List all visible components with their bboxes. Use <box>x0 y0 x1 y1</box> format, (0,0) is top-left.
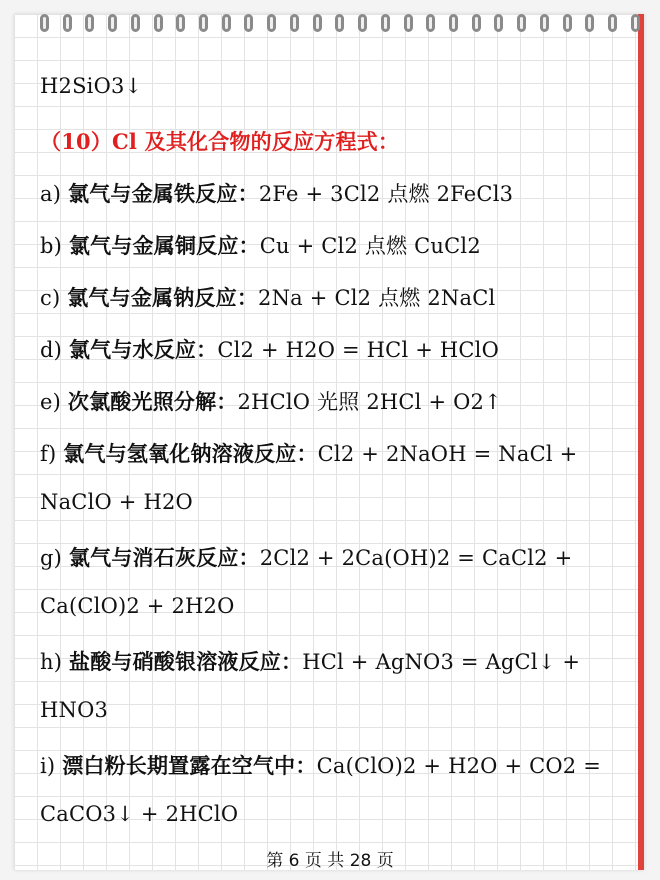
ring-icon <box>108 14 117 32</box>
spiral-binding <box>40 14 640 36</box>
ring-icon <box>517 14 526 32</box>
equation-continuation <box>40 490 193 514</box>
equation: Ca(ClO)2 + 2H2O <box>40 594 235 618</box>
equation: Cl2 + H2O = HCl + HClO <box>217 338 500 362</box>
section-heading <box>40 126 399 156</box>
item-marker: g) <box>40 546 69 570</box>
text-line <box>40 74 142 98</box>
ring-icon <box>540 14 549 32</box>
equation: 2Na + Cl2 点燃 2NaCl <box>258 286 496 310</box>
reaction-label: 氯气与金属钠反应： <box>67 286 259 310</box>
ring-icon <box>404 14 413 32</box>
ring-icon <box>244 14 253 32</box>
ring-icon <box>449 14 458 32</box>
ring-icon <box>494 14 503 32</box>
formula: H2SiO3↓ <box>40 74 143 98</box>
ring-icon <box>199 14 208 32</box>
equation-line <box>40 334 499 364</box>
equation-line <box>40 646 580 676</box>
ring-icon <box>563 14 572 32</box>
ring-icon <box>608 14 617 32</box>
reaction-label: 氯气与消石灰反应： <box>68 546 260 570</box>
reaction-label: 漂白粉长期置露在空气中： <box>62 754 317 778</box>
equation: 2Fe + 3Cl2 点燃 2FeCl3 <box>258 182 514 206</box>
heading-number: （10）Cl <box>40 129 145 154</box>
item-marker: b) <box>40 234 69 258</box>
equation-line <box>40 178 513 208</box>
item-marker: f) <box>40 442 64 466</box>
ring-icon <box>335 14 344 32</box>
equation-continuation <box>40 698 108 722</box>
ring-icon <box>426 14 435 32</box>
item-marker: h) <box>40 650 69 674</box>
equation: NaClO + H2O <box>40 490 193 514</box>
equation: HCl + AgNO3 = AgCl↓ + <box>302 650 581 674</box>
item-marker: e) <box>40 390 68 414</box>
heading-label: 及其化合物的反应方程式： <box>144 130 400 154</box>
ring-icon <box>472 14 481 32</box>
ring-icon <box>267 14 276 32</box>
ring-icon <box>154 14 163 32</box>
ring-icon <box>222 14 231 32</box>
equation-line <box>40 282 495 312</box>
equation: HNO3 <box>40 698 109 722</box>
item-marker: i) <box>40 754 63 778</box>
ring-icon <box>290 14 299 32</box>
ring-icon <box>585 14 594 32</box>
ring-icon <box>131 14 140 32</box>
equation-line <box>40 386 502 416</box>
ring-icon <box>313 14 322 32</box>
equation-line <box>40 750 601 780</box>
equation: Ca(ClO)2 + H2O + CO2 = <box>316 754 602 778</box>
ring-icon <box>63 14 72 32</box>
equation-line <box>40 542 572 572</box>
reaction-label: 氯气与金属铁反应： <box>68 182 259 206</box>
ring-icon <box>358 14 367 32</box>
ring-icon <box>85 14 94 32</box>
equation-line <box>40 230 481 260</box>
item-marker: d) <box>40 338 69 362</box>
reaction-label: 次氯酸光照分解： <box>67 390 238 414</box>
equation: 2Cl2 + 2Ca(OH)2 = CaCl2 + <box>259 546 573 570</box>
page-number: 第 6 页 共 28 页 <box>266 851 394 871</box>
equation-line <box>40 438 577 468</box>
reaction-label: 氯气与金属铜反应： <box>68 234 260 258</box>
ring-icon <box>381 14 390 32</box>
reaction-label: 盐酸与硝酸银溶液反应： <box>69 650 303 674</box>
ring-icon <box>176 14 185 32</box>
ring-icon <box>40 14 49 32</box>
ring-icon <box>631 14 640 32</box>
equation: 2HClO 光照 2HCl + O2↑ <box>237 390 502 414</box>
equation-continuation <box>40 594 235 618</box>
reaction-label: 氯气与氢氧化钠溶液反应： <box>63 442 318 466</box>
item-marker: c) <box>40 286 68 310</box>
equation: Cl2 + 2NaOH = NaCl + <box>317 442 578 466</box>
equation: CaCO3↓ + 2HClO <box>40 802 239 826</box>
equation-continuation <box>40 802 238 826</box>
item-marker: a) <box>40 182 68 206</box>
reaction-label: 氯气与水反应： <box>68 338 218 362</box>
equation: Cu + Cl2 点燃 CuCl2 <box>259 234 481 258</box>
